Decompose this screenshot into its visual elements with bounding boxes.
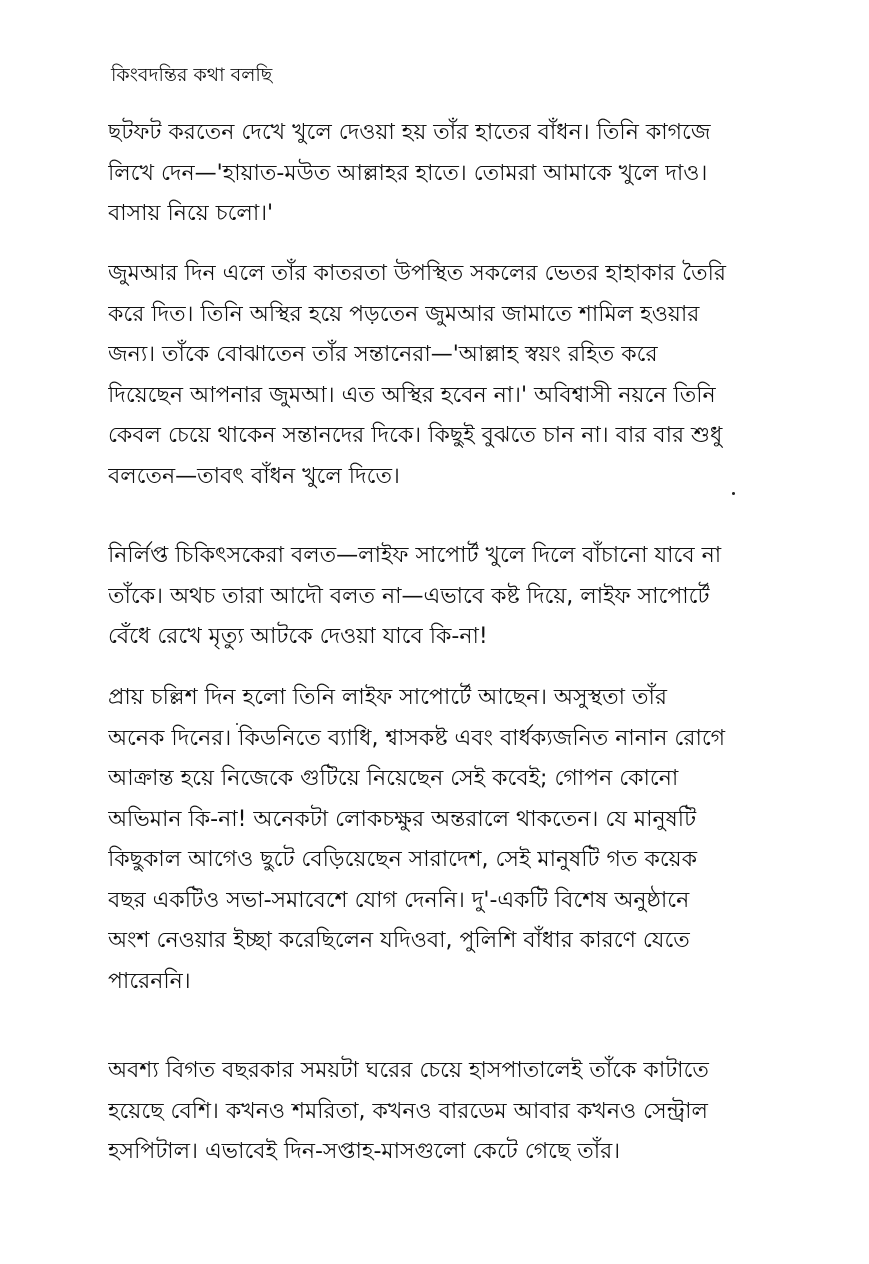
text-line: বাসায় নিয়ে চলো।' xyxy=(108,201,274,226)
text-line: নির্লিপ্ত চিকিৎসকেরা বলত—লাইফ সাপোর্ট খুলে দিলে বাঁচানো যাবে না xyxy=(108,543,722,568)
paragraph-2 xyxy=(108,254,764,497)
running-header: কিংবদন্তির কথা বলছি xyxy=(111,64,273,86)
paragraph-3 xyxy=(108,536,764,658)
scan-speck xyxy=(236,723,238,725)
text-line: জন্য। তাঁকে বোঝাতেন তাঁর সন্তানেরা—'আল্লাহ স্বয়ং রহিত করে xyxy=(108,342,658,367)
text-line: অনেক দিনের। কিডনিতে ব্যাধি, শ্বাসকষ্ট এবং বার্ধক্যজনিত নানান রোগে xyxy=(108,725,726,751)
scan-speck xyxy=(732,492,735,495)
text-line: প্রায় চল্লিশ দিন হলো তিনি লাইফ সাপোর্টে আছেন। অসুস্থতা তাঁর xyxy=(108,685,667,710)
text-line: বছর একটিও সভা-সমাবেশে যোগ দেননি। দু'-একটি বিশেষ অনুষ্ঠানে xyxy=(108,887,690,913)
text-line: অভিমান কি-না! অনেকটা লোকচক্ষুর অন্তরালে থাকতেন। যে মানুষটি xyxy=(108,806,697,832)
text-line: তাঁকে। অথচ তারা আদৌ বলত না—এভাবে কষ্ট দিয়ে, লাইফ সাপোর্টে xyxy=(108,583,710,609)
paragraph-5 xyxy=(108,1051,764,1173)
text-line: কেবল চেয়ে থাকেন সন্তানদের দিকে। কিছুই বুঝতে চান না। বার বার শুধু xyxy=(108,423,723,448)
text-line: ছটফট করতেন দেখে খুলে দেওয়া হয় তাঁর হাতের বাঁধন। তিনি কাগজে xyxy=(108,120,711,145)
text-line: বেঁধে রেখে মৃত্যু আটকে দেওয়া যাবে কি-না! xyxy=(108,624,488,649)
text-line: পারেননি। xyxy=(108,968,191,994)
text-line: কিছুকাল আগেও ছুটে বেড়িয়েছেন সারাদেশ, সেই মানুষটি গত কয়েক xyxy=(108,847,698,872)
text-line: দিয়েছেন আপনার জুমআ। এত অস্থির হবেন না।' অবিশ্বাসী নয়নে তিনি xyxy=(108,382,716,408)
text-line: অংশ নেওয়ার ইচ্ছা করেছিলেন যদিওবা, পুলিশি বাঁধার কারণে যেতে xyxy=(108,928,690,953)
text-line: হসপিটাল। এভাবেই দিন-সপ্তাহ-মাসগুলো কেটে গেছে তাঁর। xyxy=(108,1139,621,1164)
text-line: বলতেন—তাবৎ বাঁধন খুলে দিতে। xyxy=(108,463,400,489)
paragraph-1 xyxy=(108,113,764,235)
text-line: জুমআর দিন এলে তাঁর কাতরতা উপস্থিত সকলের ভেতর হাহাকার তৈরি xyxy=(108,261,726,286)
paragraph-4 xyxy=(108,678,764,1002)
text-line: অবশ্য বিগত বছরকার সময়টা ঘরের চেয়ে হাসপাতালেই তাঁকে কাটাতে xyxy=(108,1058,709,1083)
text-line: আক্রান্ত হয়ে নিজেকে গুটিয়ে নিয়েছেন সেই কবেই; গোপন কোনো xyxy=(108,766,679,791)
text-line: করে দিত। তিনি অস্থির হয়ে পড়তেন জুমআর জামাতে শামিল হওয়ার xyxy=(108,301,700,327)
text-line: হয়েছে বেশি। কখনও শমরিতা, কখনও বারডেম আবার কখনও সেন্ট্রাল xyxy=(108,1098,708,1124)
text-line: লিখে দেন—'হায়াত-মউত আল্লাহর হাতে। তোমরা আমাকে খুলে দাও। xyxy=(108,160,708,186)
